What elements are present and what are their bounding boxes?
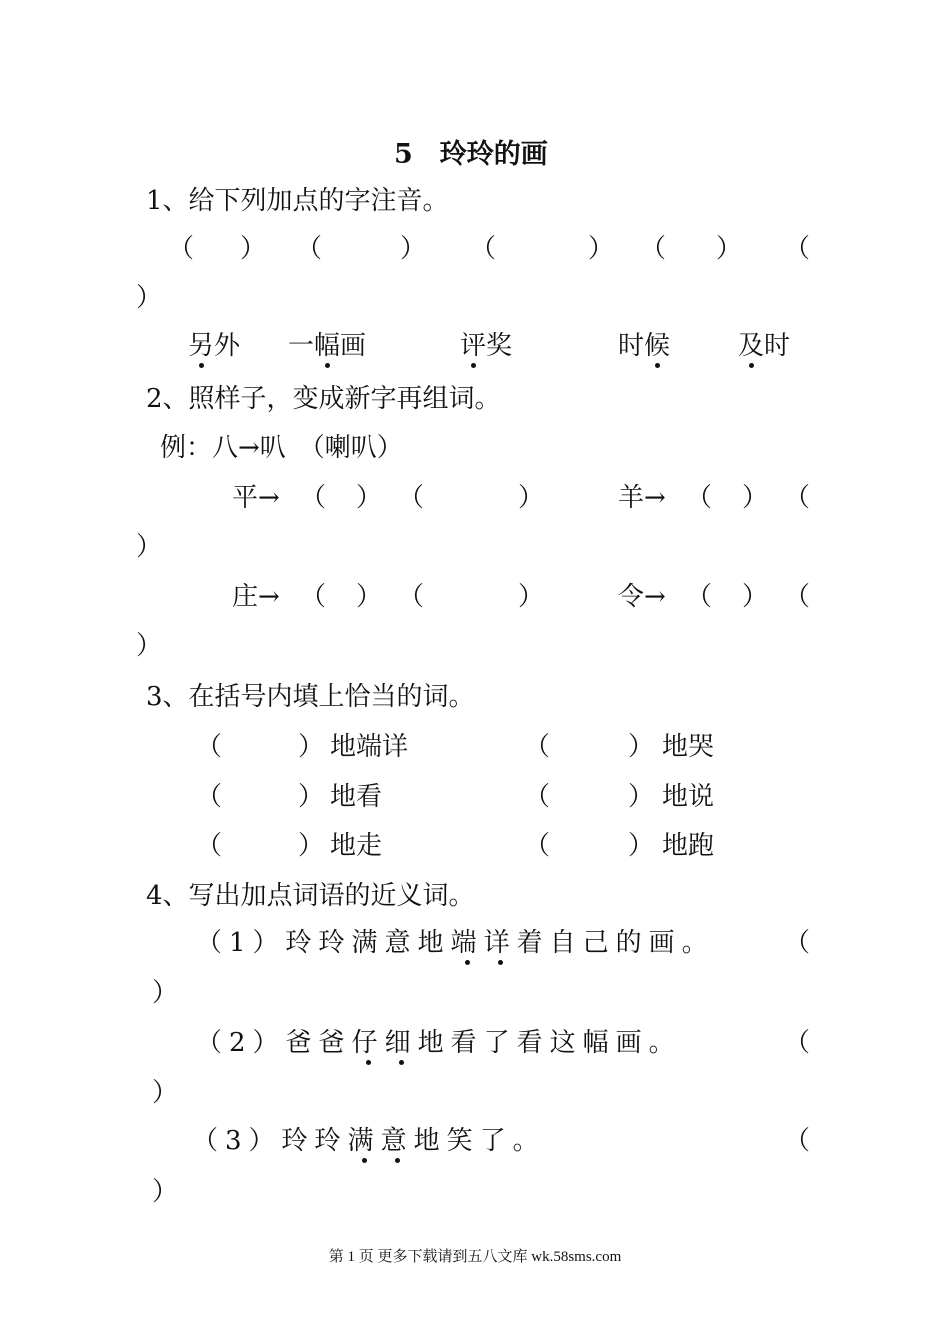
blank-open: （ — [784, 483, 811, 513]
q2-char: 庄→ — [232, 582, 280, 612]
blank-open: （ — [640, 234, 667, 264]
blank-open: （ — [196, 831, 223, 861]
page-footer: 第 1 页 更多下载请到五八文库 wk.58sms.com — [328, 1249, 622, 1265]
blank-close: ） — [742, 483, 769, 513]
blank-close: ） — [240, 234, 267, 264]
blank-open: （ — [524, 782, 551, 812]
blank-close: ） — [628, 732, 655, 762]
q1-word: 时候 — [618, 331, 671, 361]
q4-sentence: （1）玲玲满意地端详着自己的画。 — [196, 928, 715, 958]
q2-char: 平→ — [232, 483, 280, 513]
page-title: 5 玲玲的画 — [394, 139, 548, 170]
dotted-char: 端 — [450, 928, 484, 958]
blank-close: ） — [298, 782, 325, 812]
blank-close: ） — [152, 978, 179, 1008]
q4-sentence: （2）爸爸仔细地看了看这幅画。 — [196, 1028, 682, 1058]
blank-close: ） — [400, 234, 427, 264]
blank-open: （ — [398, 582, 425, 612]
blank-open: （ — [686, 582, 713, 612]
blank-close: ） — [628, 782, 655, 812]
q4-sentence: （3）玲玲满意地笑了。 — [192, 1126, 546, 1156]
q2-example: 例：八→叭 （喇叭） — [160, 433, 403, 463]
q1-word: 另外 — [188, 331, 241, 361]
dotted-char: 候 — [644, 331, 671, 361]
blank-open: （ — [784, 1126, 811, 1156]
blank-close: ） — [136, 532, 163, 562]
blank-open: （ — [168, 234, 195, 264]
blank-open: （ — [196, 782, 223, 812]
q4-heading: 4、写出加点词语的近义词。 — [146, 881, 475, 911]
blank-close: ） — [518, 483, 545, 513]
dotted-char: 细 — [384, 1028, 418, 1058]
dotted-char: 另 — [188, 331, 215, 361]
q1-word: 评奖 — [460, 331, 513, 361]
q2-heading: 2、照样子，变成新字再组词。 — [146, 384, 501, 414]
blank-close: ） — [298, 732, 325, 762]
dotted-char: 评 — [460, 331, 487, 361]
blank-open: （ — [784, 582, 811, 612]
blank-open: （ — [784, 1028, 811, 1058]
blank-close: ） — [588, 234, 615, 264]
blank-open: （ — [296, 234, 323, 264]
blank-close: ） — [628, 831, 655, 861]
q1-word: 一幅画 — [288, 331, 367, 361]
blank-open: （ — [686, 483, 713, 513]
q3-heading: 3、在括号内填上恰当的词。 — [146, 682, 475, 712]
dotted-char: 仔 — [351, 1028, 385, 1058]
blank-open: （ — [398, 483, 425, 513]
blank-open: （ — [196, 732, 223, 762]
blank-open: （ — [524, 831, 551, 861]
q1-word: 及时 — [738, 331, 791, 361]
blank-close: ） — [152, 1177, 179, 1207]
q3-item: 地说 — [662, 782, 715, 812]
dotted-char: 满 — [347, 1126, 381, 1156]
q3-item: 地端详 — [330, 732, 409, 762]
blank-close: ） — [152, 1078, 179, 1108]
q2-char: 令→ — [618, 582, 666, 612]
blank-open: （ — [300, 483, 327, 513]
q3-item: 地跑 — [662, 831, 715, 861]
blank-open: （ — [524, 732, 551, 762]
blank-open: （ — [470, 234, 497, 264]
dotted-char: 幅 — [314, 331, 341, 361]
blank-open: （ — [784, 234, 811, 264]
q1-heading: 1、给下列加点的字注音。 — [146, 186, 449, 216]
dotted-char: 及 — [738, 331, 765, 361]
blank-close: ） — [136, 283, 163, 313]
q3-item: 地哭 — [662, 732, 715, 762]
dotted-char: 意 — [380, 1126, 414, 1156]
q3-item: 地走 — [330, 831, 383, 861]
blank-open: （ — [300, 582, 327, 612]
blank-close: ） — [518, 582, 545, 612]
blank-close: ） — [356, 582, 383, 612]
q3-item: 地看 — [330, 782, 383, 812]
blank-close: ） — [136, 631, 163, 661]
dotted-char: 详 — [483, 928, 517, 958]
q2-char: 羊→ — [618, 483, 666, 513]
blank-open: （ — [784, 928, 811, 958]
blank-close: ） — [742, 582, 769, 612]
blank-close: ） — [298, 831, 325, 861]
blank-close: ） — [356, 483, 383, 513]
blank-close: ） — [716, 234, 743, 264]
